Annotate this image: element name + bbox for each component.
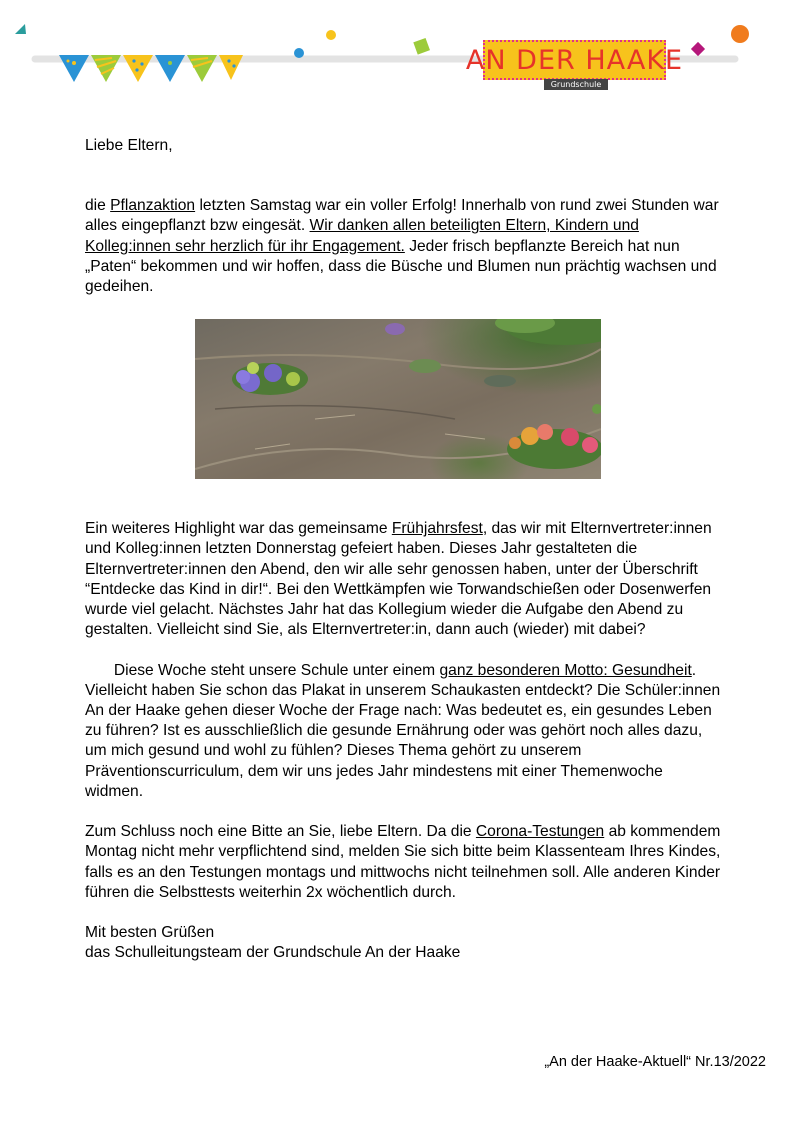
text: letzten Samstag war ein voller Erfolg! Innerhalb von rund zwei Stunden war alles eingepflanzt bzw eingesät. [85,197,719,235]
teal-triangle-icon [15,24,26,34]
garden-bed-photo [195,319,601,479]
text: Zum Schluss noch eine Bitte an Sie, liebe Eltern. Da die [85,823,476,841]
text: Ein weiteres Highlight war das gemeinsame [85,520,392,538]
paragraph-gesundheit: Vielleicht haben Sie schon das Plakat in unserem Schaukasten entdeckt? Die Schüler:innen An der Haake gehen dieser Woche der Frage nach: Was bedeutet es, ein gesundes Leben zu führen? Ist es ausschließlich die gesunde Ernährung oder was gehört noch alles dazu, um mich gesund und wohl zu fühlen? Dieses Thema gehört zu unserem Präventionscurriculum, dem wir uns jedes Jahr mindestens mit einer Themenwoche widmen. [85,681,721,800]
footer-issue: „An der Haake-Aktuell“ Nr.13/2022 [544,1054,766,1070]
letter-body [85,136,725,964]
green-square-icon [413,38,430,55]
photo-drawing [195,319,601,479]
paragraph-corona [85,822,725,903]
underlined-pflanzaktion: Pflanzaktion [110,197,196,215]
greeting: Liebe Eltern, [85,137,173,154]
text: , das wir mit Elternvertreter:innen und Kolleg:innen letzten Donnerstag gefeiert haben. Dieses Jahr gestalteten die Elternvertreter:innen den Abend, den wir alle sehr genossen haben, unter der Überschrift “Entdecke das Kind in dir!“. Bei den Wettkämpfen wie Torwandschießen oder Dosenwerfen wurde viel gelacht. Nächstes Jahr hat das Kollegium wieder die Aufgabe den Abend zu gestalten. Vielleicht sind Sie, als Elternvertreter:in, dann auch (wieder) mit dabei? [85,520,712,639]
underlined-fruehjahrsfest: Frühjahrsfest [391,520,483,538]
orange-dot-icon [731,25,749,43]
paragraph-fruehjahrsfest [85,519,725,640]
underlined-thanks: Wir danken allen beteiligten Eltern, Kindern und Kolleg:innen sehr herzlich für ihr Engagement. [85,217,639,255]
text: Jeder frisch bepflanzte Bereich hat nun „Paten“ bekommen und wir hoffen, dass die Büsche und Blumen nun prächtig wachsen und gedeihen. [85,237,717,296]
blue-dot-icon [294,48,304,58]
letterhead [0,0,794,110]
motto-line [85,661,725,681]
logo-subtitle: Grundschule [544,79,608,90]
underlined-motto: ganz besonderen Motto: Gesundheit [439,661,692,679]
text: die [85,197,111,215]
yellow-dot-icon [326,30,336,40]
signature: das Schulleitungsteam der Grundschule An der Haake [85,944,461,962]
school-logo [465,40,684,80]
logo-title: AN DER HAAKE [465,44,684,76]
text: ab kommendem Montag nicht mehr verpflichtend sind, melden Sie sich bitte beim Klassenteam Ihres Kindes, falls es an den Testungen montags und mittwochs nicht teilnehmen soll. Alle anderen Kinder führen die Selbsttests weiterhin 2x wöchentlich durch. [85,823,721,901]
closing: Mit besten Grüßen [85,924,215,942]
text: Diese Woche steht unsere Schule unter einem [113,661,440,679]
purple-diamond-icon [691,42,705,56]
underlined-corona-testungen: Corona-Testungen [475,823,605,841]
paragraph-pflanzaktion [85,196,725,297]
text: . [691,661,697,679]
